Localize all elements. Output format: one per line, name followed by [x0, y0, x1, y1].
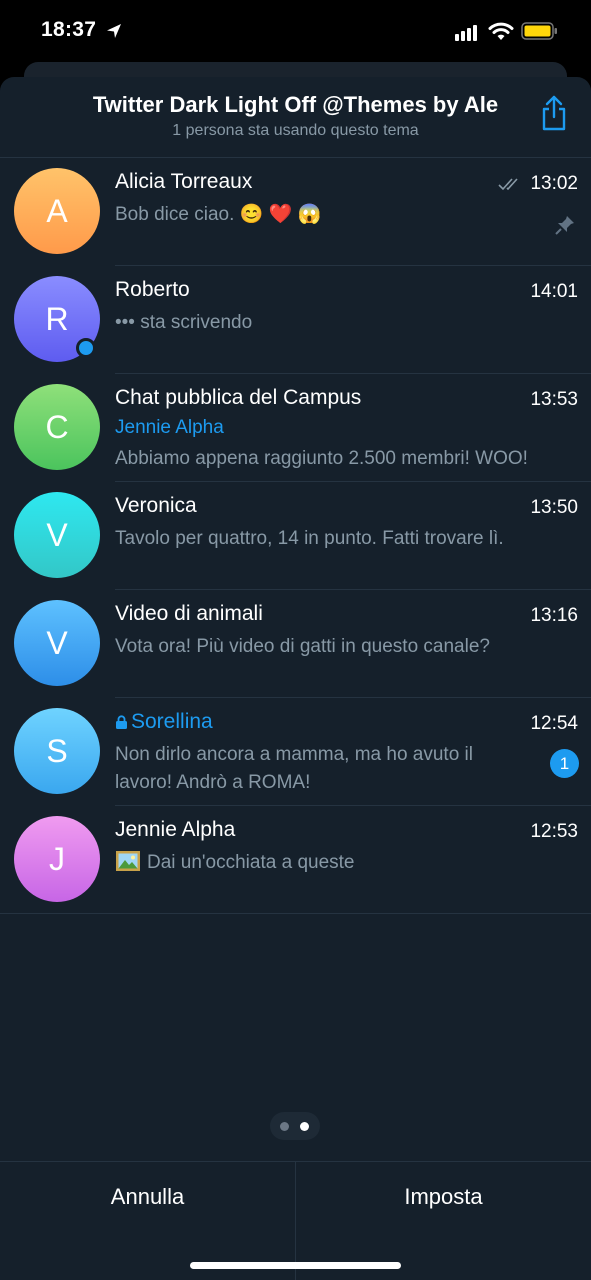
avatar-initial: J: [49, 840, 65, 877]
avatar-initial: R: [45, 300, 69, 337]
chat-time: 13:16: [530, 605, 578, 626]
chat-list-preview: [0, 158, 591, 914]
theme-title: Twitter Dark Light Off @Themes by Ale: [92, 92, 499, 117]
chat-name: Video di animali: [115, 602, 263, 625]
chat-time: 13:53: [530, 389, 578, 410]
chat-row-video-animali[interactable]: [0, 590, 591, 698]
chat-name: Jennie Alpha: [115, 818, 236, 841]
chat-name: Alicia Torreaux: [115, 170, 253, 193]
unread-count-badge: 1: [550, 749, 579, 778]
chat-message: Abbiamo appena raggiunto 2.500 membri! WOO!: [115, 448, 528, 469]
avatar: [14, 816, 100, 902]
chat-time: 14:01: [530, 281, 578, 302]
avatar-initial: C: [45, 408, 69, 445]
chat-message: Vota ora! Più video di gatti in questo canale?: [115, 636, 490, 657]
avatar: [14, 168, 100, 254]
chat-time: 13:02: [530, 173, 578, 194]
chat-row-sorellina[interactable]: [0, 698, 591, 806]
picture-icon: [115, 850, 141, 872]
wifi-icon: [488, 22, 514, 42]
chat-time: 12:54: [530, 713, 578, 734]
online-status-indicator: [76, 338, 96, 358]
avatar: [14, 492, 100, 578]
location-arrow-icon: [105, 22, 123, 40]
page-dot-1: [280, 1122, 289, 1131]
chat-message: Tavolo per quattro, 14 in punto. Fatti trovare lì.: [115, 528, 504, 549]
avatar: [14, 600, 100, 686]
chat-message: [115, 741, 535, 797]
message-sender: Jennie Alpha: [115, 417, 224, 438]
set-theme-button[interactable]: Imposta: [404, 1184, 483, 1209]
share-icon[interactable]: [536, 93, 572, 133]
chat-message-line-1: Non dirlo ancora a mamma, ma ho avuto il: [115, 744, 473, 765]
status-time: 18:37: [41, 18, 97, 41]
cancel-button[interactable]: Annulla: [110, 1184, 185, 1209]
chat-message-line-2: lavoro! Andrò a ROMA!: [115, 772, 311, 793]
chat-name: Sorellina: [131, 710, 213, 733]
typing-status: ••• sta scrivendo: [115, 312, 253, 333]
page-dot-2: [300, 1122, 309, 1131]
avatar: [14, 708, 100, 794]
sheet-header: [0, 77, 591, 158]
page-indicator: [270, 1112, 320, 1140]
avatar-initial: S: [46, 732, 68, 769]
battery-icon: [521, 21, 558, 41]
lock-icon: [115, 715, 128, 729]
chat-row-jennie[interactable]: [0, 806, 591, 914]
read-checkmarks-icon: [498, 176, 524, 192]
avatar-initial: A: [46, 192, 68, 229]
avatar-initial: V: [46, 624, 68, 661]
theme-usage-subtitle: 1 persona sta usando questo tema: [172, 122, 419, 139]
pin-icon: [554, 214, 576, 236]
chat-time: 13:50: [530, 497, 578, 518]
theme-preview-sheet: [0, 77, 591, 1280]
avatar: [14, 384, 100, 470]
home-indicator: [190, 1262, 401, 1269]
chat-row-alicia[interactable]: [0, 158, 591, 266]
avatar-initial: V: [46, 516, 68, 553]
chat-name: Roberto: [115, 278, 190, 301]
chat-row-veronica[interactable]: [0, 482, 591, 590]
chat-message: [115, 849, 570, 877]
chat-row-campus[interactable]: [0, 374, 591, 482]
chat-row-roberto[interactable]: [0, 266, 591, 374]
chat-name: Veronica: [115, 494, 197, 517]
secret-chat-name: [115, 710, 213, 734]
status-bar: [0, 0, 591, 64]
chat-message: Bob dice ciao. 😊 ❤️ 😱: [115, 204, 322, 225]
chat-message-text: Dai un'occhiata a queste: [147, 852, 355, 873]
chat-name: Chat pubblica del Campus: [115, 386, 362, 409]
chat-time: 12:53: [530, 821, 578, 842]
